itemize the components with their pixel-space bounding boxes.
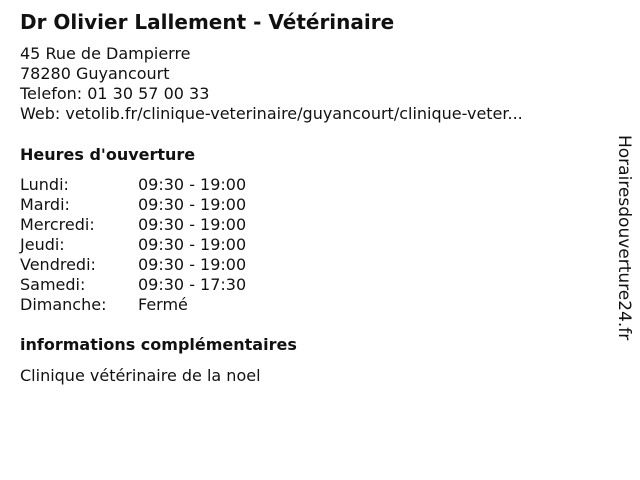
time-value: 09:30 - 19:00 xyxy=(138,195,247,214)
hours-list xyxy=(20,175,600,315)
time-value: 09:30 - 19:00 xyxy=(138,215,247,234)
contact-block xyxy=(20,44,600,124)
phone-number[interactable]: Telefon: 01 30 57 00 33 xyxy=(20,84,210,103)
day-label: Samedi: xyxy=(20,275,86,294)
time-value: 09:30 - 19:00 xyxy=(138,235,247,254)
time-value: 09:30 - 19:00 xyxy=(138,255,247,274)
day-label: Vendredi: xyxy=(20,255,96,274)
street-address: 45 Rue de Dampierre xyxy=(20,44,191,63)
day-label: Jeudi: xyxy=(20,235,65,254)
website-link[interactable]: Web: vetolib.fr/clinique-veterinaire/guyancourt/clinique-veter... xyxy=(20,104,523,123)
day-label: Mercredi: xyxy=(20,215,95,234)
time-value: 09:30 - 19:00 xyxy=(138,175,247,194)
hours-row xyxy=(20,255,600,275)
brand-text: Horairesdouverture24.fr xyxy=(614,135,634,341)
brand-watermark xyxy=(609,135,639,345)
info-heading: informations complémentaires xyxy=(20,335,297,354)
day-label: Lundi: xyxy=(20,175,69,194)
hours-row xyxy=(20,275,600,295)
city-address: 78280 Guyancourt xyxy=(20,64,170,83)
time-value: 09:30 - 17:30 xyxy=(138,275,247,294)
page-title: Dr Olivier Lallement - Vétérinaire xyxy=(20,10,395,34)
hours-row xyxy=(20,195,600,215)
hours-row xyxy=(20,295,600,315)
time-value: Fermé xyxy=(138,295,188,314)
info-text: Clinique vétérinaire de la noel xyxy=(20,366,261,385)
hours-row xyxy=(20,215,600,235)
day-label: Mardi: xyxy=(20,195,70,214)
day-label: Dimanche: xyxy=(20,295,107,314)
hours-row xyxy=(20,175,600,195)
hours-row xyxy=(20,235,600,255)
hours-heading: Heures d'ouverture xyxy=(20,145,196,164)
listing-card xyxy=(20,8,600,386)
